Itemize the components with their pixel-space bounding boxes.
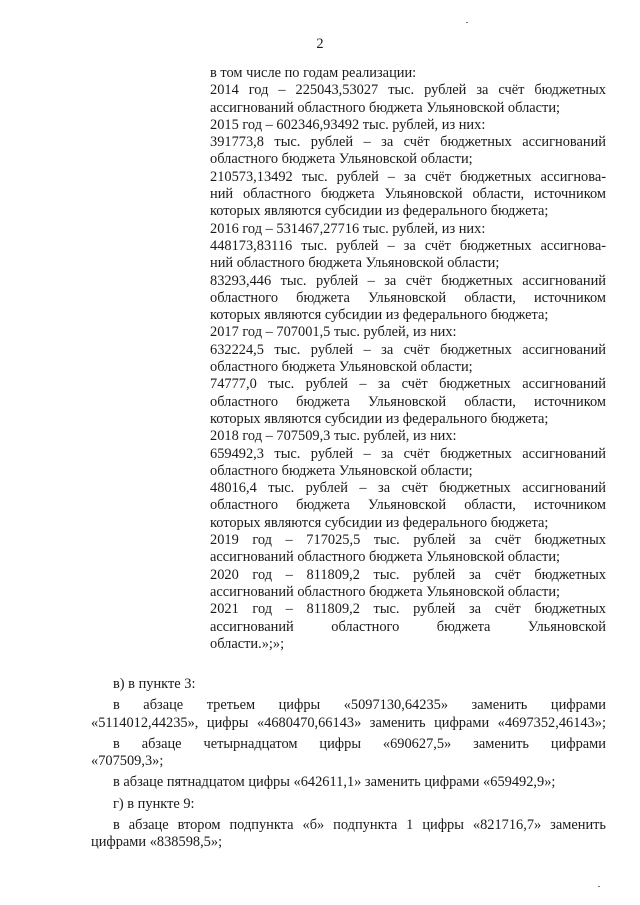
text-line: области.»;»;	[210, 635, 285, 652]
text-line: областного бюджета Ульяновской области, источником	[210, 393, 606, 410]
text-line: 2021 год – 811809,2 тыс. рублей за счёт бюджетных	[210, 601, 606, 618]
text-line: 74777,0 тыс. рублей – за счёт бюджетных ассигнований	[210, 376, 606, 393]
text-line: ассигнований областного бюджета Ульяновской области;	[210, 99, 561, 116]
scan-speck	[598, 886, 600, 887]
text-line: 2019 год – 717025,5 тыс. рублей за счёт бюджетных	[210, 532, 606, 549]
text-line: в том числе по годам реализации:	[210, 65, 417, 81]
text-line: 2016 год – 531467,27716 тыс. рублей, из них:	[210, 220, 486, 237]
text-line: ний областного бюджета Ульяновской области, источником	[210, 186, 606, 203]
text-line: ний областного бюджета Ульяновской области;	[210, 255, 500, 272]
text-line: областного бюджета Ульяновской области, источником	[210, 497, 606, 514]
text-line: областного бюджета Ульяновской области;	[210, 151, 473, 168]
text-line: ассигнований областного бюджета Ульяновской области;	[210, 549, 561, 566]
text-line: 659492,3 тыс. рублей – за счёт бюджетных ассигнований	[210, 445, 606, 462]
text-line: в абзаце третьем цифры «5097130,64235» заменить цифрами	[113, 697, 606, 714]
text-line: областного бюджета Ульяновской области;	[210, 359, 473, 376]
text-line: ассигнований областного бюджета Ульяновской	[210, 618, 606, 635]
text-line: которых являются субсидии из федерального бюджета;	[210, 307, 549, 324]
text-line: в) в пункте 3:	[113, 676, 196, 692]
text-line: 2015 год – 602346,93492 тыс. рублей, из них:	[210, 116, 486, 133]
page-number: 2	[316, 36, 324, 52]
text-line: 210573,13492 тыс. рублей – за счёт бюджетных ассигнова-	[210, 168, 606, 185]
text-line: «707509,3»;	[91, 753, 164, 770]
scan-speck	[466, 22, 468, 23]
text-line: 448173,83116 тыс. рублей – за счёт бюджетных ассигнова-	[210, 237, 606, 254]
text-line: областного бюджета Ульяновской области, источником	[210, 289, 606, 306]
text-line: г) в пункте 9:	[113, 795, 195, 812]
text-line: 2017 год – 707001,5 тыс. рублей, из них:	[210, 324, 457, 341]
text-line: которых являются субсидии из федерального бюджета;	[210, 514, 549, 531]
amendments-block	[91, 672, 606, 852]
text-line: цифрами «838598,5»;	[91, 834, 223, 851]
indented-block	[210, 65, 606, 653]
text-line: 391773,8 тыс. рублей – за счёт бюджетных ассигнований	[210, 134, 606, 151]
text-line: 2018 год – 707509,3 тыс. рублей, из них:	[210, 428, 457, 445]
text-line: в абзаце пятнадцатом цифры «642611,1» заменить цифрами «659492,9»;	[113, 774, 556, 791]
text-line: областного бюджета Ульяновской области;	[210, 462, 473, 479]
text-line: которых являются субсидии из федерального бюджета;	[210, 410, 549, 427]
text-line: 83293,446 тыс. рублей – за счёт бюджетных ассигнований	[210, 272, 606, 289]
text-line: ассигнований областного бюджета Ульяновской области;	[210, 583, 561, 600]
text-line: которых являются субсидии из федерального бюджета;	[210, 203, 549, 220]
text-line: в абзаце втором подпункта «б» подпункта 1 цифры «821716,7» заменить	[113, 817, 606, 834]
text-line: в абзаце четырнадцатом цифры «690627,5» заменить цифрами	[113, 735, 606, 752]
text-line: 2020 год – 811809,2 тыс. рублей за счёт бюджетных	[210, 566, 606, 583]
text-line: «5114012,44235», цифры «4680470,66143» заменить цифрами «4697352,46143»;	[91, 714, 606, 731]
text-line: 632224,5 тыс. рублей – за счёт бюджетных ассигнований	[210, 341, 606, 358]
text-line: 48016,4 тыс. рублей – за счёт бюджетных ассигнований	[210, 480, 606, 497]
text-line: 2014 год – 225043,53027 тыс. рублей за счёт бюджетных	[210, 82, 606, 99]
